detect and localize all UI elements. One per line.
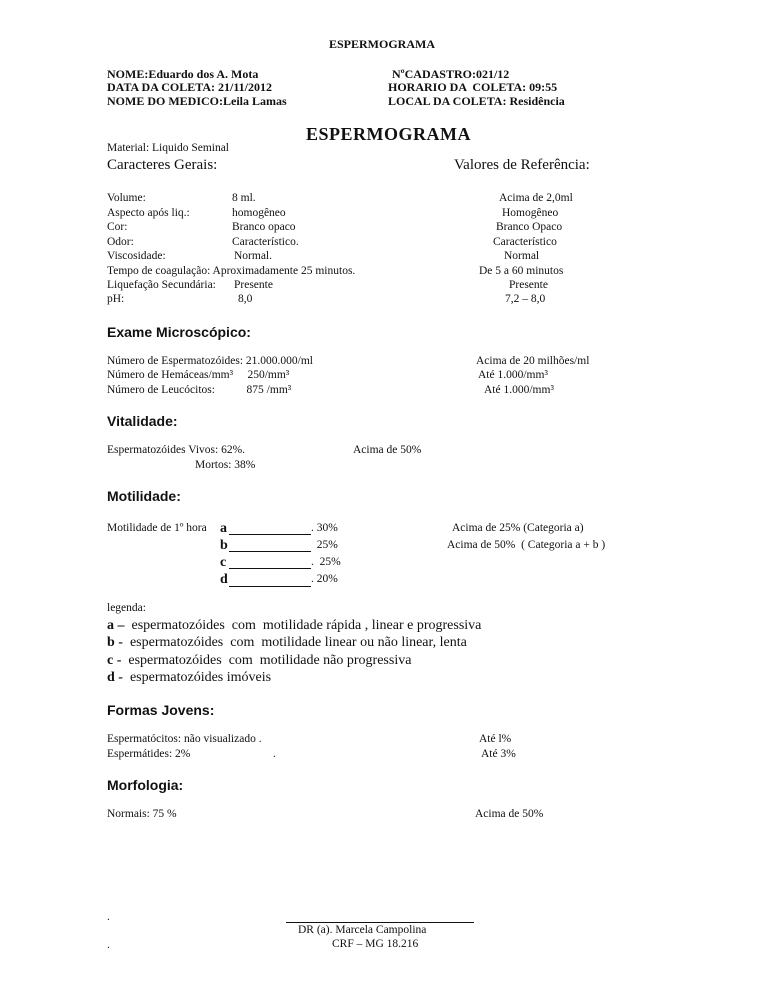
collection-location: LOCAL DA COLETA: Residência xyxy=(388,94,565,108)
row-value: homogêneo xyxy=(232,207,286,219)
general-characteristics-heading: Caracteres Gerais: xyxy=(107,157,218,173)
legend-key: c - xyxy=(107,653,122,668)
microscopic-row: Número de Hemáceas/mm³ 250/mm³ xyxy=(107,369,290,381)
motility-letter: c xyxy=(220,555,227,570)
row-value: Presente xyxy=(234,279,273,291)
row-label: Liquefação Secundária: xyxy=(107,279,216,291)
legend-item xyxy=(107,636,467,650)
row-label: Odor: xyxy=(107,236,134,248)
motility-underline xyxy=(229,586,311,587)
collection-date: DATA DA COLETA: 21/11/2012 xyxy=(107,80,273,94)
microscopic-reference: Acima de 20 milhões/ml xyxy=(476,355,590,367)
morphology-heading: Morfologia: xyxy=(107,777,184,793)
row-value: 8,0 xyxy=(238,293,253,305)
row-label: Tempo de coagulação: Aproximadamente 25 minutos. xyxy=(107,265,356,277)
motility-letter: d xyxy=(220,572,228,587)
row-value: Característico. xyxy=(232,236,299,248)
legend-text: espermatozóides com motilidade rápida , linear e progressiva xyxy=(124,618,482,633)
motility-letter: a xyxy=(220,521,227,536)
signature-name: DR (a). Marcela Campolina xyxy=(298,924,427,936)
young-forms-heading: Formas Jovens: xyxy=(107,702,215,718)
signature-dot: . xyxy=(107,939,110,951)
page-title: ESPERMOGRAMA xyxy=(306,124,471,144)
microscopic-row: Número de Leucócitos: 875 /mm³ xyxy=(107,384,292,396)
legend-key: b - xyxy=(107,635,123,650)
signature-dot: . xyxy=(107,911,110,923)
microscopic-row: Número de Espermatozóides: 21.000.000/ml xyxy=(107,355,314,367)
motility-reference: Acima de 50% ( Categoria a + b ) xyxy=(447,539,606,551)
morphology-reference: Acima de 50% xyxy=(475,808,544,820)
collection-time: HORARIO DA COLETA: 09:55 xyxy=(388,80,558,94)
row-reference: Homogêneo xyxy=(502,207,559,219)
motility-value: . 30% xyxy=(311,522,338,534)
young-forms-reference: Até 3% xyxy=(481,748,516,760)
legend-item xyxy=(107,654,411,668)
legend-key: d - xyxy=(107,670,123,685)
signature-crf: CRF – MG 18.216 xyxy=(332,938,419,950)
legend-item xyxy=(107,619,481,633)
row-label: Cor: xyxy=(107,221,128,233)
motility-underline xyxy=(229,551,311,552)
legend-key: a – xyxy=(107,618,125,633)
motility-value: . 25% xyxy=(311,556,341,568)
signature-line xyxy=(286,922,474,923)
vitality-reference: Acima de 50% xyxy=(353,444,422,456)
row-label: Volume: xyxy=(107,192,146,204)
reference-values-heading: Valores de Referência: xyxy=(454,157,590,173)
row-label: Aspecto após liq.: xyxy=(107,207,190,219)
row-label: Viscosidade: xyxy=(107,250,166,262)
motility-underline xyxy=(229,568,311,569)
motility-heading: Motilidade: xyxy=(107,488,181,504)
legend-text: espermatozóides imóveis xyxy=(122,670,272,685)
vitality-dead: Mortos: 38% xyxy=(195,459,256,471)
patient-name: NOME:Eduardo dos A. Mota xyxy=(107,67,259,81)
morphology-normal: Normais: 75 % xyxy=(107,808,177,820)
microscopic-reference: Até 1.000/mm³ xyxy=(484,384,554,396)
motility-value: 25% xyxy=(311,539,338,551)
motility-prefix: Motilidade de 1º hora xyxy=(107,522,207,534)
young-forms-row: Espermatócitos: não visualizado . xyxy=(107,733,262,745)
material-label: Material: Liquido Seminal xyxy=(107,142,230,154)
motility-value: . 20% xyxy=(311,573,338,585)
row-reference: Característico xyxy=(493,236,557,248)
row-reference: De 5 a 60 minutos xyxy=(479,265,564,277)
registration-number: NºCADASTRO:021/12 xyxy=(392,67,510,81)
row-value: 8 ml. xyxy=(232,192,256,204)
legend-text: espermatozóides com motilidade linear ou não linear, lenta xyxy=(122,635,467,650)
vitality-alive: Espermatozóides Vivos: 62%. xyxy=(107,444,246,456)
row-reference: Presente xyxy=(509,279,548,291)
young-forms-row: Espermátides: 2% xyxy=(107,748,191,760)
young-forms-reference: Até l% xyxy=(479,733,512,745)
microscopic-heading: Exame Microscópico: xyxy=(107,324,251,340)
motility-letter: b xyxy=(220,538,228,553)
legend-item xyxy=(107,671,271,685)
legend-text: espermatozóides com motilidade não progressiva xyxy=(121,653,412,668)
row-reference: Branco Opaco xyxy=(496,221,563,233)
motility-underline xyxy=(229,534,311,535)
doctor-name: NOME DO MEDICO:Leila Lamas xyxy=(107,94,287,108)
row-label: pH: xyxy=(107,293,125,305)
legend-title: legenda: xyxy=(107,602,146,614)
row-value: Branco opaco xyxy=(232,221,296,233)
motility-reference: Acima de 25% (Categoria a) xyxy=(452,522,584,534)
document-top-title: ESPERMOGRAMA xyxy=(329,37,435,51)
vitality-heading: Vitalidade: xyxy=(107,413,178,429)
row-value: Normal. xyxy=(234,250,273,262)
microscopic-reference: Até 1.000/mm³ xyxy=(478,369,548,381)
row-reference: 7,2 – 8,0 xyxy=(505,293,546,305)
row-reference: Normal xyxy=(504,250,540,262)
row-reference: Acima de 2,0ml xyxy=(499,192,573,204)
young-forms-dot: . xyxy=(273,748,276,760)
